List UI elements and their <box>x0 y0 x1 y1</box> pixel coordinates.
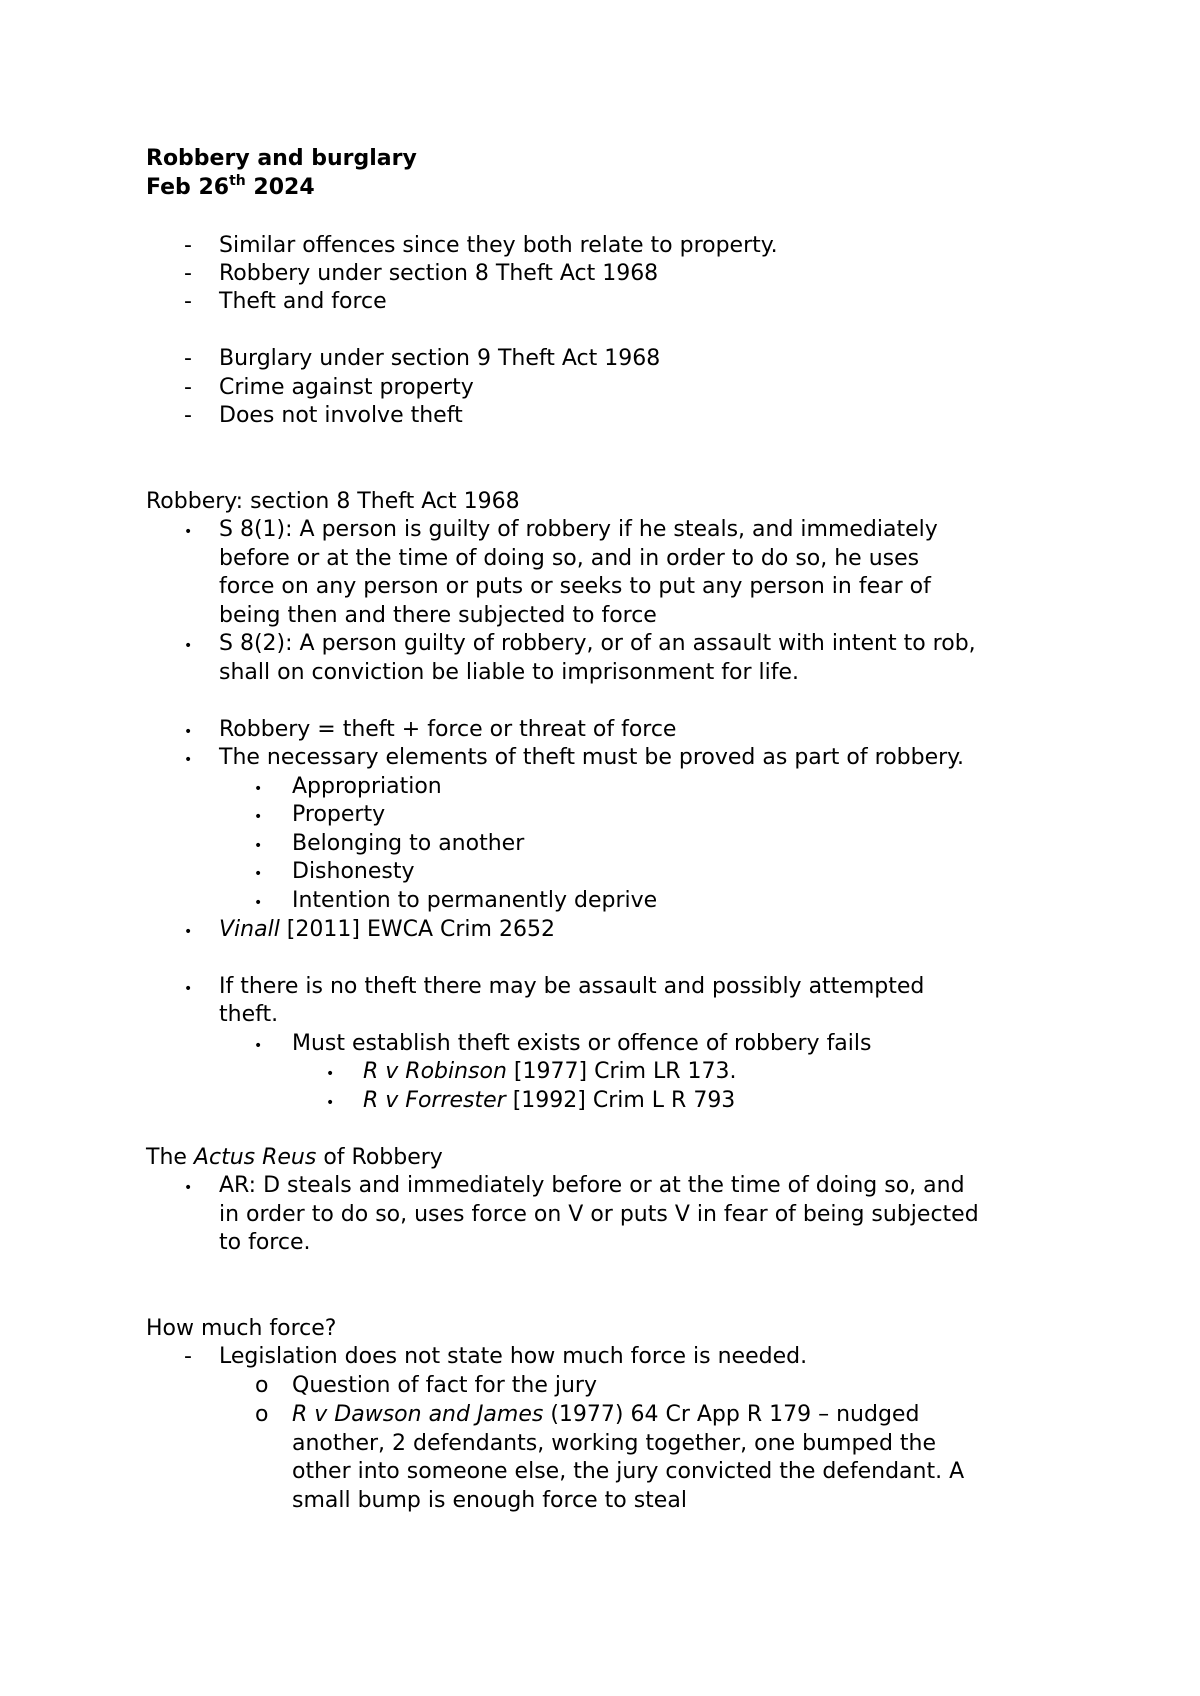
paragraph-line: AR: D steals and immediately before or at the time of doing so, and <box>219 1173 965 1198</box>
section-heading-robbery: Robbery: section 8 Theft Act 1968 <box>146 489 520 514</box>
list-item: Appropriation <box>292 774 442 799</box>
paragraph-line: S 8(1): A person is guilty of robbery if he steals, and immediately <box>219 517 938 542</box>
dash-marker: - <box>184 375 192 400</box>
document-title: Robbery and burglary <box>146 146 417 171</box>
paragraph-line: being then and there subjected to force <box>219 603 657 628</box>
list-item: Belonging to another <box>292 831 525 856</box>
bullet-marker: • <box>184 638 193 654</box>
paragraph-line: to force. <box>219 1230 311 1255</box>
list-item: Robbery = theft + force or threat of force <box>219 717 677 742</box>
list-item: Robbery under section 8 Theft Act 1968 <box>219 261 659 286</box>
case-citation: R v Robinson [1977] Crim LR 173. <box>363 1059 737 1084</box>
list-item: The necessary elements of theft must be proved as part of robbery. <box>219 745 965 770</box>
paragraph-line: small bump is enough force to steal <box>292 1488 687 1513</box>
bullet-marker: • <box>184 1180 193 1196</box>
document-date: Feb 26th 2024 <box>146 173 315 200</box>
paragraph-line: in order to do so, uses force on V or puts V in fear of being subjected <box>219 1202 979 1227</box>
list-item: Theft and force <box>219 289 387 314</box>
list-item: Must establish theft exists or offence of robbery fails <box>292 1031 872 1056</box>
bullet-marker: • <box>326 1095 335 1111</box>
paragraph-line: If there is no theft there may be assault and possibly attempted <box>219 974 925 999</box>
paragraph-line: another, 2 defendants, working together, one bumped the <box>292 1431 937 1456</box>
paragraph-line: other into someone else, the jury convicted the defendant. A <box>292 1459 965 1484</box>
bullet-marker: • <box>184 981 193 997</box>
list-item: Similar offences since they both relate to property. <box>219 233 778 258</box>
bullet-marker: • <box>254 895 263 911</box>
bullet-marker: • <box>254 866 263 882</box>
paragraph-line: shall on conviction be liable to imprisonment for life. <box>219 660 800 685</box>
paragraph-line: before or at the time of doing so, and in order to do so, he uses <box>219 546 920 571</box>
bullet-marker: • <box>254 838 263 854</box>
list-item: Does not involve theft <box>219 403 463 428</box>
bullet-marker: • <box>254 809 263 825</box>
paragraph-line: S 8(2): A person guilty of robbery, or of an assault with intent to rob, <box>219 631 976 656</box>
list-item: Burglary under section 9 Theft Act 1968 <box>219 346 661 371</box>
list-item: Intention to permanently deprive <box>292 888 658 913</box>
list-item: Property <box>292 802 386 827</box>
bullet-marker: • <box>254 781 263 797</box>
bullet-marker: • <box>184 524 193 540</box>
list-item: Legislation does not state how much force is needed. <box>219 1344 808 1369</box>
dash-marker: - <box>184 346 192 371</box>
paragraph-line: theft. <box>219 1002 279 1027</box>
case-citation: Vinall [2011] EWCA Crim 2652 <box>219 917 555 942</box>
dash-marker: - <box>184 403 192 428</box>
bullet-marker: • <box>184 752 193 768</box>
paragraph-line: force on any person or puts or seeks to put any person in fear of <box>219 574 931 599</box>
dash-marker: - <box>184 289 192 314</box>
bullet-marker: • <box>326 1066 335 1082</box>
dash-marker: - <box>184 1344 192 1369</box>
list-item: Crime against property <box>219 375 474 400</box>
section-heading-force: How much force? <box>146 1316 337 1341</box>
circle-marker: o <box>255 1373 269 1398</box>
circle-marker: o <box>255 1402 269 1427</box>
dash-marker: - <box>184 261 192 286</box>
list-item: Dishonesty <box>292 859 415 884</box>
dash-marker: - <box>184 233 192 258</box>
case-citation: R v Forrester [1992] Crim L R 793 <box>363 1088 736 1113</box>
list-item: Question of fact for the jury <box>292 1373 597 1398</box>
section-heading-actus-reus: The Actus Reus of Robbery <box>146 1145 443 1170</box>
bullet-marker: • <box>184 924 193 940</box>
case-citation: R v Dawson and James (1977) 64 Cr App R 179 – nudged <box>292 1402 920 1427</box>
bullet-marker: • <box>184 724 193 740</box>
bullet-marker: • <box>254 1038 263 1054</box>
